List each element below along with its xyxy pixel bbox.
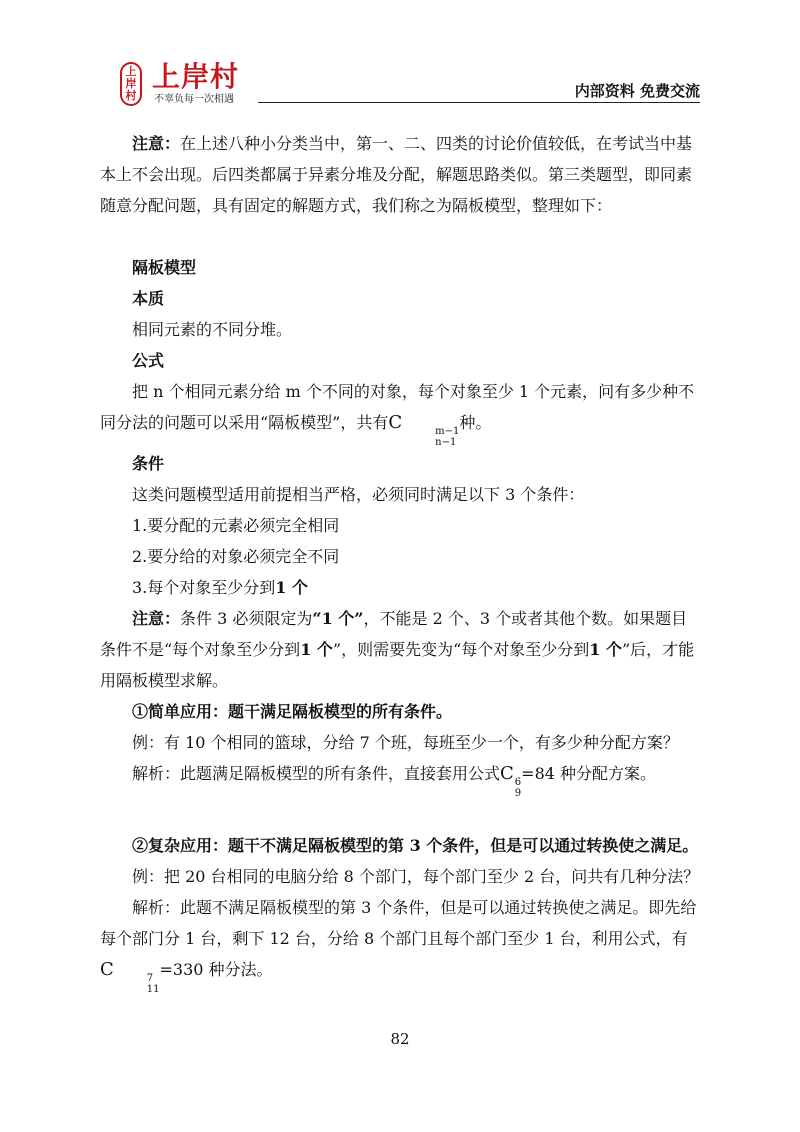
combination-formula: C 6 9 <box>500 763 522 799</box>
combination-formula: C m−1 n−1 <box>388 412 460 448</box>
spacer <box>100 221 700 252</box>
condition-item: 1.要分配的元素必须完全相同 <box>132 516 340 535</box>
document-body <box>100 128 700 995</box>
combination-formula: C 7 11 <box>100 959 160 995</box>
simple-analysis: 解析：此题满足隔板模型的所有条件，直接套用公式C 6 9 =84 种分配方案。 <box>132 763 657 799</box>
complex-analysis: 解析：此题不满足隔板模型的第 3 个条件，但是可以通过转换使之满足。即先给每个部门分 1 台，剩下 12 台，分给 8 个部门且每个部门至少 1 台，利用公式，有C 7 11 =330 种分法。 <box>100 898 697 995</box>
brand-name: 上岸村 <box>152 60 240 93</box>
section-title: 隔板模型 <box>132 258 197 277</box>
condition-item: 2.要分给的对象必须完全不同 <box>132 547 340 566</box>
spacer <box>100 799 700 830</box>
header-notice: 内部资料 免费交流 <box>574 82 700 100</box>
subsection-title-conditions: 条件 <box>132 454 165 473</box>
simple-example: 例：有 10 个相同的篮球，分给 7 个班，每班至少一个，有多少种分配方案？ <box>132 733 679 752</box>
note-label: 注意： <box>132 134 181 153</box>
subsection-title-formula: 公式 <box>132 351 165 370</box>
formula-text-end: 种。 <box>459 413 492 432</box>
seal-char: 上 <box>125 65 137 78</box>
formula-text: 把 n 个相同元素分给 m 个不同的对象，每个对象至少 1 个元素，问有多少种不同分法的问题可以采用“隔板模型”，共有 <box>100 382 695 432</box>
intro-paragraph <box>100 128 700 221</box>
conditions-intro: 这类问题模型适用前提相当严格，必须同时满足以下 3 个条件： <box>132 485 585 504</box>
complex-example: 例：把 20 台相同的电脑分给 8 个部门，每个部门至少 2 台，问共有几种分法？ <box>132 867 700 886</box>
formula-superscript: m−1 <box>435 426 460 437</box>
simple-application-title: ①简单应用：题干满足隔板模型的所有条件。 <box>132 702 453 721</box>
brand-seal-logo <box>120 62 142 106</box>
formula-subscript: n−1 <box>435 437 457 448</box>
condition-item: 3.每个对象至少分到1 个 <box>132 578 308 597</box>
essence-text: 相同元素的不同分堆。 <box>132 320 293 339</box>
header-divider <box>258 102 700 103</box>
note-paragraph: 注意：条件 3 必须限定为“1 个”，不能是 2 个、3 个或者其他个数。如果题目条件不是“每个对象至少分到1 个”，则需要先变为“每个对象至少分到1 个”后，才能用隔板模型求解。 <box>100 609 695 690</box>
page-header <box>120 62 700 106</box>
brand-slogan: 不辜负每一次相遇 <box>154 94 234 105</box>
page-number: 82 <box>390 1030 410 1048</box>
subsection-title-essence: 本质 <box>132 289 165 308</box>
complex-application-title: ②复杂应用：题干不满足隔板模型的第 3 个条件，但是可以通过转换使之满足。 <box>132 836 699 855</box>
seal-char: 村 <box>125 89 137 102</box>
seal-char: 岸 <box>125 77 137 90</box>
formula-paragraph <box>100 376 700 448</box>
intro-text: 在上述八种小分类当中，第一、二、四类的讨论价值较低，在考试当中基本上不会出现。后四类都属于异素分堆及分配，解题思路类似。第三类题型，即同素随意分配问题，具有固定的解题方式，我们称之为隔板模型，整理如下： <box>100 134 693 215</box>
